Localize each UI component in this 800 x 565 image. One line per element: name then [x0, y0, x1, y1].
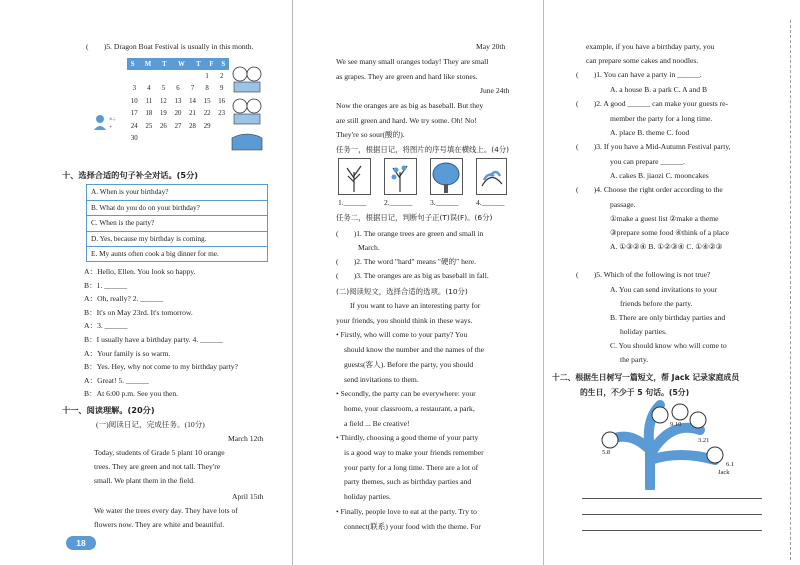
calendar-cell [185, 132, 200, 144]
passage-line: home, your classroom, a restaurant, a park, [344, 403, 475, 413]
task-1-blank: 4.______ [476, 198, 505, 207]
calendar [127, 58, 229, 154]
diary-4-line: Now the oranges are as big as baseball. But they [336, 101, 484, 110]
calendar-cell: 3 [132, 85, 136, 93]
calendar-cell [127, 70, 142, 82]
people-icon [92, 112, 126, 132]
calendar-header: W [171, 58, 191, 70]
task-2-title: 任务二，根据日记，判断句子正(T)误(F)。(6分) [336, 213, 493, 222]
calendar-cell [142, 132, 157, 144]
section-10-title: 十、选择合适的句子补全对话。(5分) [62, 170, 198, 180]
sub1-title: (一)阅读日记，完成任务。(10分) [96, 420, 205, 429]
diary-1-line: trees. They are green and not tall. They're [94, 462, 221, 471]
svg-text:×÷: ×÷ [109, 117, 116, 123]
calendar-cell: 30 [130, 135, 138, 143]
calendar-cell: 14 [189, 97, 196, 105]
writing-line-3[interactable] [582, 530, 762, 531]
right-question-line: A. a house B. a park C. A and B [610, 85, 708, 94]
right-question-line: ( )5. Which of the following is not true? [576, 270, 711, 279]
right-question-line: ①make a guest list ②make a theme [610, 214, 719, 223]
calendar-row [127, 132, 229, 144]
calendar-cell: 23 [218, 110, 226, 118]
tree-label-1: 5.8 [602, 449, 611, 456]
calendar-header: T [192, 58, 206, 70]
date-3: May 20th [476, 42, 506, 51]
dialog-line: B：1. ______ [84, 280, 128, 290]
right-question-line: B. There are only birthday parties and [610, 313, 726, 322]
date-1: March 12th [228, 434, 264, 443]
option-item: A. When is your birthday? [87, 185, 267, 201]
calendar-row [127, 83, 229, 95]
right-question-line: friends before the party. [620, 299, 693, 308]
right-question-line: A. ①③②④ B. ①②③④ C. ①④②③ [610, 242, 723, 251]
date-2: April 15th [232, 492, 264, 501]
diary-4-line: They're so sour(酸的). [336, 130, 405, 139]
dialog-line: A：Hello, Ellen. You look so happy. [84, 267, 196, 276]
right-question-line: ( )3. If you have a Mid-Autumn Festival party, [576, 142, 731, 151]
calendar-cell: 26 [160, 122, 167, 130]
tree-label-jack: Jack [718, 469, 730, 476]
dialog-line: B：Yes. Hey, why not come to my birthday party? [84, 362, 238, 372]
task-1-title: 任务一，根据日记，将图片的序号填在横线上。(4分) [336, 145, 510, 154]
calendar-cell: 7 [190, 85, 195, 93]
left-column [0, 0, 270, 565]
diary-3-line: We see many small oranges today! They are small [336, 57, 489, 66]
tf-line: ( )2. The word "hard" means "硬的" here. [336, 257, 477, 266]
calendar-row [127, 108, 229, 120]
section-11-title: 十一、阅读理解。(20分) [62, 405, 155, 415]
calendar-cell: 5 [161, 85, 166, 93]
binding-edge [782, 0, 800, 565]
calendar-cell: 16 [218, 97, 226, 105]
passage-line: guests(客人). Before the party, you should [344, 359, 474, 369]
diary-2-line: flowers now. They are white and beautiful. [94, 520, 225, 529]
calendar-cell: 1 [205, 73, 209, 81]
sub2-title: (二)阅读短文，选择合适的选项。(10分) [336, 287, 468, 296]
calendar-cell: 18 [145, 110, 153, 118]
right-question-line: A. cakes B. jiaozi C. mooncakes [610, 171, 709, 180]
options-box [86, 184, 268, 262]
calendar-cell: 2 [219, 73, 224, 81]
birthday-tree-illustration [590, 400, 760, 490]
right-question-line: holiday parties. [620, 327, 667, 336]
calendar-cell [156, 70, 171, 82]
option-item: E. My aunts often cook a big dinner for me. [91, 249, 219, 259]
dialog-line: A：Oh, really? 2. ______ [84, 294, 164, 304]
passage-line: should know the number and the names of the [344, 345, 485, 355]
calendar-header: S [127, 58, 138, 70]
calendar-cell: 29 [203, 122, 211, 130]
diary-1-line: small. We plant them in the field. [94, 476, 195, 485]
calendar-cell: 10 [130, 97, 138, 105]
calendar-cell [171, 70, 186, 82]
calendar-cell: 24 [130, 122, 138, 130]
passage-line: party themes, such as birthday parties and [344, 477, 472, 487]
dialog-line: A：Your family is so warm. [84, 348, 171, 358]
calendar-cell: 28 [189, 122, 196, 130]
option-item: B. What do you do on your birthday? [87, 201, 267, 217]
passage-line: If you want to have an interesting party for [350, 301, 481, 310]
calendar-cell: 4 [147, 85, 151, 93]
right-question-line: C. You should know who will come to [610, 341, 727, 350]
right-column [550, 0, 780, 565]
right-question-line: A. place B. theme C. food [610, 128, 690, 137]
diary-1-line: Today, students of Grade 5 plant 10 orange [94, 448, 225, 457]
calendar-cell [214, 132, 229, 144]
passage-line: holiday parties. [344, 492, 391, 502]
right-question-line: you can prepare ______. [610, 157, 686, 166]
calendar-cell: 25 [145, 122, 153, 130]
calendar-header: S [218, 58, 229, 70]
calendar-cell: 11 [145, 97, 153, 105]
tree-label-3: 3.21 [698, 437, 710, 444]
calendar-cell [171, 132, 186, 144]
passage-line: • Finally, people love to eat at the party. Try to [336, 506, 477, 516]
tree-label-4: 6.1 [726, 461, 735, 468]
right-question-line: passage. [610, 200, 636, 209]
divider-1 [292, 0, 293, 565]
passage-line: your party for a long time. There are a lot of [344, 462, 479, 472]
tree-label-2: 9.10 [670, 421, 682, 428]
diary-3-line: as grapes. They are green and hard like stones. [336, 72, 478, 81]
diary-4-line: are still green and hard. We try some. Oh! No! [336, 115, 477, 125]
tf-line: March. [358, 243, 380, 252]
option-item: C. When is the party? [87, 216, 267, 232]
right-question-line: can prepare some cakes and noodles. [586, 56, 699, 65]
passage-line: is a good way to make your friends remember [344, 448, 484, 457]
calendar-cell: 17 [130, 110, 138, 118]
tf-line: ( )3. The oranges are as big as baseball in fall. [336, 271, 489, 280]
right-question-line: ( )1. You can have a party in ______. [576, 70, 702, 79]
task-1-blank: 1.______ [338, 198, 367, 207]
passage-line: a field ... Be creative! [344, 418, 410, 428]
right-question-line: member the party for a long time. [610, 114, 713, 123]
calendar-header: M [138, 58, 157, 70]
calendar-cell [185, 70, 200, 82]
calendar-cell: 20 [174, 110, 182, 118]
calendar-header: T [158, 58, 172, 70]
question-5-line: ( )5. Dragon Boat Festival is usually in this month. [86, 42, 254, 51]
passage-line: • Firstly, who will come to your party? You [336, 330, 468, 340]
passage-line: your friends, you should think in these ways. [336, 315, 473, 325]
dialog-line: B：I usually have a birthday party. 4. ______ [84, 335, 223, 344]
section-12-title: 十二、根据生日树写一篇短文，帮 Jack 记录家庭成员 [552, 373, 740, 382]
calendar-header: F [205, 58, 217, 70]
dialog-line: A：3. ______ [84, 321, 128, 331]
right-question-line: A. You can send invitations to your [610, 285, 718, 294]
diary-2-line: We water the trees every day. They have lots of [94, 506, 238, 515]
date-4: June 24th [480, 86, 510, 95]
page-number-badge [66, 536, 96, 550]
writing-line-2[interactable] [582, 514, 762, 515]
calendar-cell: 15 [203, 97, 211, 105]
tree-pictures [338, 158, 508, 196]
right-question-line: ③prepare some food ④think of a place [610, 228, 730, 237]
calendar-cell [156, 132, 171, 144]
dialog-line: A：Great! 5. ______ [84, 375, 149, 385]
right-question-line: the party. [620, 355, 649, 364]
calendar-row [127, 95, 229, 107]
task-1-blank: 3.______ [430, 198, 459, 207]
calendar-cell [142, 70, 157, 82]
task-1-blank: 2.______ [384, 198, 413, 207]
calendar-cell: 12 [160, 97, 167, 105]
calendar-cell: 8 [205, 85, 209, 93]
option-item: D. Yes, because my birthday is coming. [87, 232, 267, 248]
middle-column [300, 0, 530, 565]
divider-2 [543, 0, 544, 565]
calendar-cell: 9 [219, 85, 224, 93]
calendar-cell [214, 120, 229, 132]
calendar-cell: 21 [189, 110, 196, 118]
page-number: 18 [76, 538, 86, 548]
calendar-cell: 22 [203, 110, 211, 118]
passage-line: connect(联系) your food with the theme. For [344, 521, 481, 531]
passage-line: • Thirdly, choosing a good theme of your party [336, 433, 479, 443]
calendar-row [127, 70, 229, 82]
dialog-line: B：It's on May 23rd. It's tomorrow. [84, 307, 193, 317]
kids-illustration [230, 60, 264, 152]
dialog-line: B：At 6:00 p.m. See you then. [84, 389, 179, 399]
calendar-cell: 6 [176, 85, 180, 93]
svg-text:+: + [109, 125, 113, 131]
passage-line: • Secondly, the party can be everywhere: your [336, 389, 476, 399]
right-question-line: ( )4. Choose the right order according to the [576, 185, 723, 194]
right-question-line: ( )2. A good ______ can make your guests re- [576, 99, 729, 108]
section-12-title: 的生日，不少于 5 句话。(5分) [580, 388, 690, 397]
passage-line: send invitations to them. [344, 374, 419, 384]
calendar-cell: 13 [174, 97, 182, 105]
right-question-line: example, if you have a birthday party, you [586, 42, 715, 51]
calendar-row [127, 120, 229, 132]
tf-line: ( )1. The orange trees are green and small in [336, 229, 484, 238]
calendar-cell: 27 [174, 122, 182, 130]
calendar-cell: 19 [160, 110, 167, 118]
calendar-cell [200, 132, 215, 144]
writing-line-1[interactable] [582, 498, 762, 499]
